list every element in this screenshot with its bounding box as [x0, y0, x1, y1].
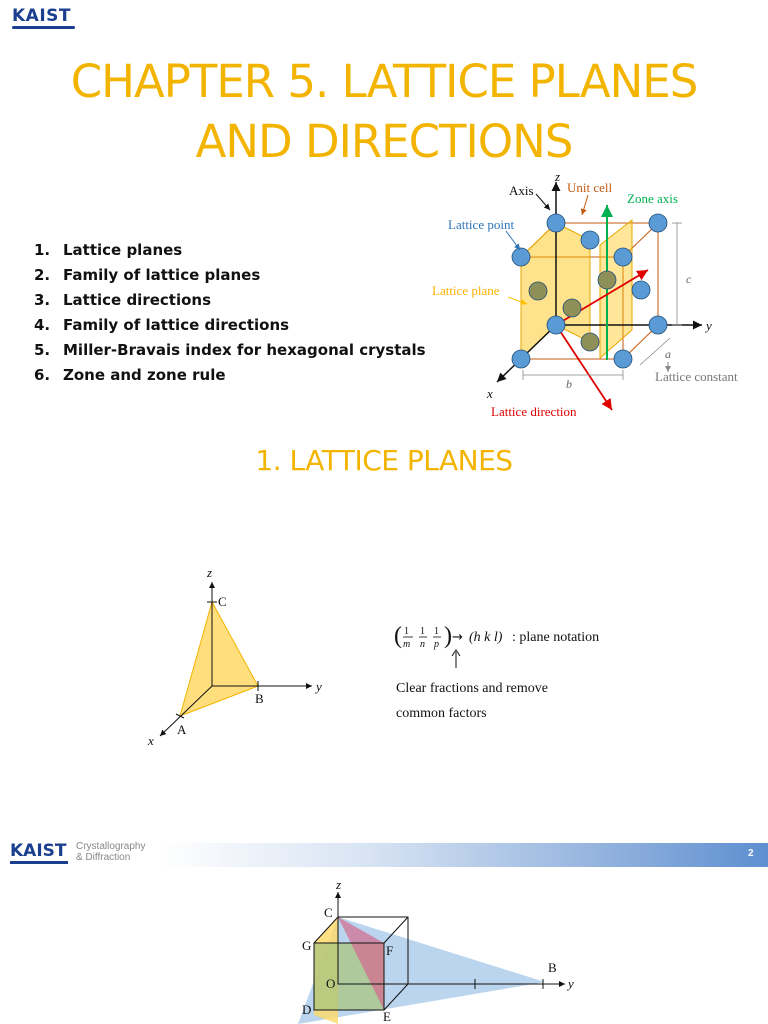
unit-cell-label: Unit cell — [567, 180, 613, 195]
toc-item-label: Family of lattice planes — [63, 266, 261, 284]
plane-diagram — [140, 560, 340, 750]
plane-c-label: C — [218, 594, 227, 609]
section-title: 1. LATTICE PLANES — [255, 444, 513, 477]
toc-item-label: Lattice directions — [63, 291, 212, 309]
toc-item — [34, 238, 424, 263]
axis-label: Axis — [509, 183, 534, 198]
footer-subtitle — [76, 841, 145, 863]
notation-hint-line1: Clear fractions and remove — [396, 681, 548, 696]
frac2-den: n — [420, 639, 425, 650]
chapter-title-line2: AND DIRECTIONS — [195, 115, 573, 168]
table-of-contents — [34, 238, 424, 388]
lattice-diagram — [420, 165, 768, 430]
plane-notation-label: : plane notation — [512, 630, 600, 645]
frac2-num: 1 — [420, 626, 425, 637]
cube-o-label: O — [326, 976, 336, 991]
cube-diagram — [290, 875, 590, 1024]
cube-e-label: E — [383, 1009, 391, 1024]
notation-formula — [392, 620, 622, 670]
footer-bar — [158, 843, 768, 867]
toc-item — [34, 338, 424, 363]
plane-z-label: z — [207, 565, 213, 580]
kaist-logo: KAIST — [12, 6, 71, 26]
toc-item-number: 6. — [34, 366, 51, 384]
cube-f-label: F — [386, 943, 394, 958]
arrow-right-icon: → — [452, 630, 463, 645]
frac1-num: 1 — [404, 626, 409, 637]
cube-g-label: G — [302, 938, 312, 953]
lattice-direction-label: Lattice direction — [491, 404, 577, 419]
toc-item-number: 2. — [34, 266, 51, 284]
plane-b-label: B — [255, 691, 264, 706]
frac3-num: 1 — [434, 626, 439, 637]
plane-x-label: x — [148, 733, 154, 748]
chapter-title-line1: CHAPTER 5. LATTICE PLANES — [70, 55, 698, 108]
x-axis-label: x — [487, 386, 493, 401]
toc-item — [34, 288, 424, 313]
toc-item-number: 4. — [34, 316, 51, 334]
cube-z-label: z — [336, 877, 342, 892]
lattice-constant-label: Lattice constant — [655, 369, 738, 384]
hkl-notation: (h k l) — [469, 630, 503, 645]
zone-axis-label: Zone axis — [627, 191, 678, 206]
lattice-point-callout-arrow — [506, 231, 520, 250]
toc-item — [34, 363, 424, 388]
toc-item — [34, 263, 424, 288]
toc-item-label: Family of lattice directions — [63, 316, 290, 334]
footer-logo-underline — [10, 861, 68, 864]
cube-c-label: C — [324, 905, 333, 920]
toc-item-number: 1. — [34, 241, 51, 259]
y-axis-label: y — [706, 318, 712, 333]
toc-item-label: Miller-Bravais index for hexagonal crystals — [63, 341, 426, 359]
page-number: 2 — [748, 848, 754, 859]
lattice-plane-label: Lattice plane — [432, 283, 500, 298]
frac3-den: p — [434, 639, 439, 650]
toc-item-number: 5. — [34, 341, 51, 359]
cube-y-label: y — [568, 976, 574, 991]
axis-callout-arrow — [536, 194, 550, 210]
footer-subtitle-line1: Crystallography — [76, 841, 146, 852]
z-axis-label: z — [555, 169, 561, 184]
footer-kaist-logo: KAIST — [10, 841, 67, 861]
c-label: c — [686, 272, 692, 286]
triangle-plane — [180, 602, 258, 716]
plane-y-label: y — [316, 679, 322, 694]
kaist-logo-underline — [12, 26, 75, 29]
a-label: a — [665, 347, 671, 361]
paren-close: ) — [444, 623, 452, 649]
paren-open: ( — [394, 623, 402, 649]
toc-item — [34, 313, 424, 338]
b-label: b — [566, 377, 572, 391]
footer-subtitle-line2: & Diffraction — [76, 852, 131, 863]
notation-hint-line2: common factors — [396, 706, 487, 721]
cube-b-label: B — [548, 960, 557, 975]
chapter-title — [0, 52, 768, 172]
notation-hint — [396, 676, 596, 726]
toc-item-number: 3. — [34, 291, 51, 309]
toc-item-label: Zone and zone rule — [63, 366, 226, 384]
plane-a-label: A — [177, 722, 187, 737]
unit-cell-callout-arrow — [582, 195, 588, 215]
cube-d-label: D — [302, 1002, 312, 1017]
toc-item-label: Lattice planes — [63, 241, 183, 259]
lattice-point-label: Lattice point — [448, 217, 515, 232]
frac1-den: m — [403, 639, 411, 650]
